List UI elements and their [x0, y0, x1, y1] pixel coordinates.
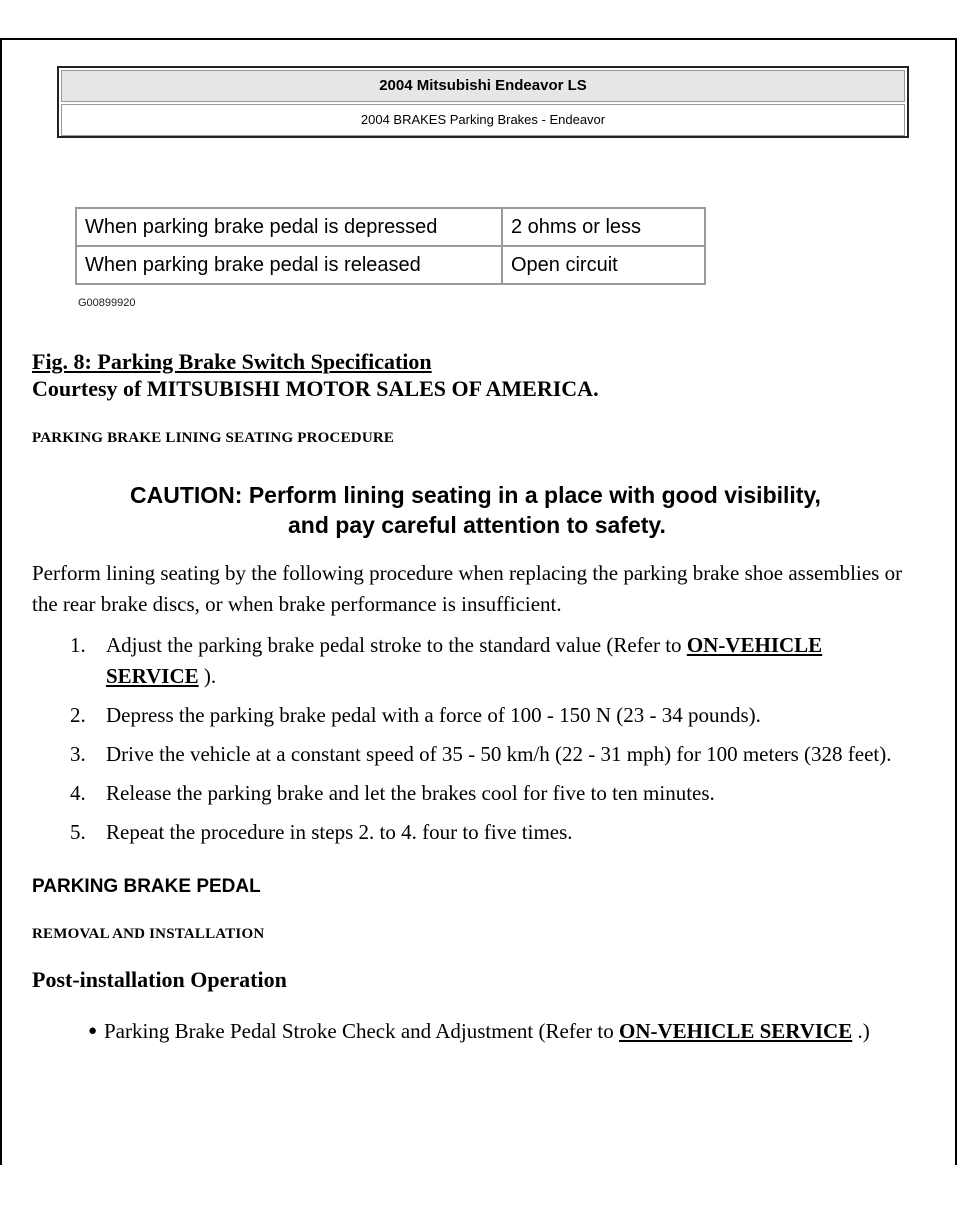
step-text: Adjust the parking brake pedal stroke to the standard value (Refer to: [106, 633, 687, 657]
step-number: 5.: [70, 820, 86, 844]
caution-line-2: and pay careful attention to safety.: [288, 512, 666, 538]
step-text: Drive the vehicle at a constant speed of 35 - 50 km/h (22 - 31 mph) for 100 meters (328 feet).: [106, 742, 892, 766]
step-text: Depress the parking brake pedal with a force of 100 - 150 N (23 - 34 pounds).: [106, 703, 761, 727]
list-item: [70, 630, 910, 692]
step-text: Release the parking brake and let the brakes cool for five to ten minutes.: [106, 781, 715, 805]
section-title: PARKING BRAKE PEDAL: [32, 876, 261, 897]
bullet-icon: ●: [88, 1023, 98, 1039]
post-installation-list: [88, 1016, 908, 1047]
list-item: [70, 817, 910, 848]
header-title: 2004 Mitsubishi Endeavor LS: [61, 70, 905, 102]
list-item: [70, 778, 910, 809]
table-cell-condition: When parking brake pedal is released: [76, 246, 502, 284]
step-text-after: ).: [198, 664, 217, 688]
procedure-steps: [70, 630, 910, 856]
table-cell-value: 2 ohms or less: [502, 208, 705, 246]
caution-line-1: CAUTION: Perform lining seating in a place with good visibility,: [130, 482, 821, 508]
document-header: [57, 66, 909, 138]
step-text: Repeat the procedure in steps 2. to 4. four to five times.: [106, 820, 573, 844]
figure-title: Fig. 8: Parking Brake Switch Specification: [32, 349, 432, 374]
step-number: 1.: [70, 633, 86, 657]
on-vehicle-service-link[interactable]: ON-VEHICLE SERVICE: [618, 1019, 853, 1043]
spec-table: [75, 207, 706, 285]
table-cell-value: Open circuit: [502, 246, 705, 284]
bullet-text-after: .): [852, 1019, 870, 1043]
list-item: [88, 1016, 908, 1047]
table-cell-condition: When parking brake pedal is depressed: [76, 208, 502, 246]
step-number: 2.: [70, 703, 86, 727]
post-installation-heading: Post-installation Operation: [32, 967, 287, 992]
spec-figure-image: [75, 207, 706, 285]
figure-code: G00899920: [78, 297, 136, 309]
bullet-text: Parking Brake Pedal Stroke Check and Adjustment (Refer to: [104, 1019, 619, 1043]
caution-note: [130, 480, 890, 540]
table-row: [76, 246, 705, 284]
intro-paragraph: Perform lining seating by the following procedure when replacing the parking brake shoe assemblies or the rear brake discs, or when brake performance is insufficient.: [32, 561, 903, 616]
lining-seating-heading: PARKING BRAKE LINING SEATING PROCEDURE: [32, 430, 395, 446]
step-number: 4.: [70, 781, 86, 805]
list-item: [70, 739, 910, 770]
header-subtitle: 2004 BRAKES Parking Brakes - Endeavor: [61, 104, 905, 136]
table-row: [76, 208, 705, 246]
removal-installation-heading: REMOVAL AND INSTALLATION: [32, 926, 265, 942]
on-vehicle-service-link[interactable]: ON-VEHICLE SERVICE: [106, 633, 823, 688]
list-item: [70, 700, 910, 731]
step-number: 3.: [70, 742, 86, 766]
figure-courtesy: Courtesy of MITSUBISHI MOTOR SALES OF AMERICA.: [32, 376, 599, 401]
